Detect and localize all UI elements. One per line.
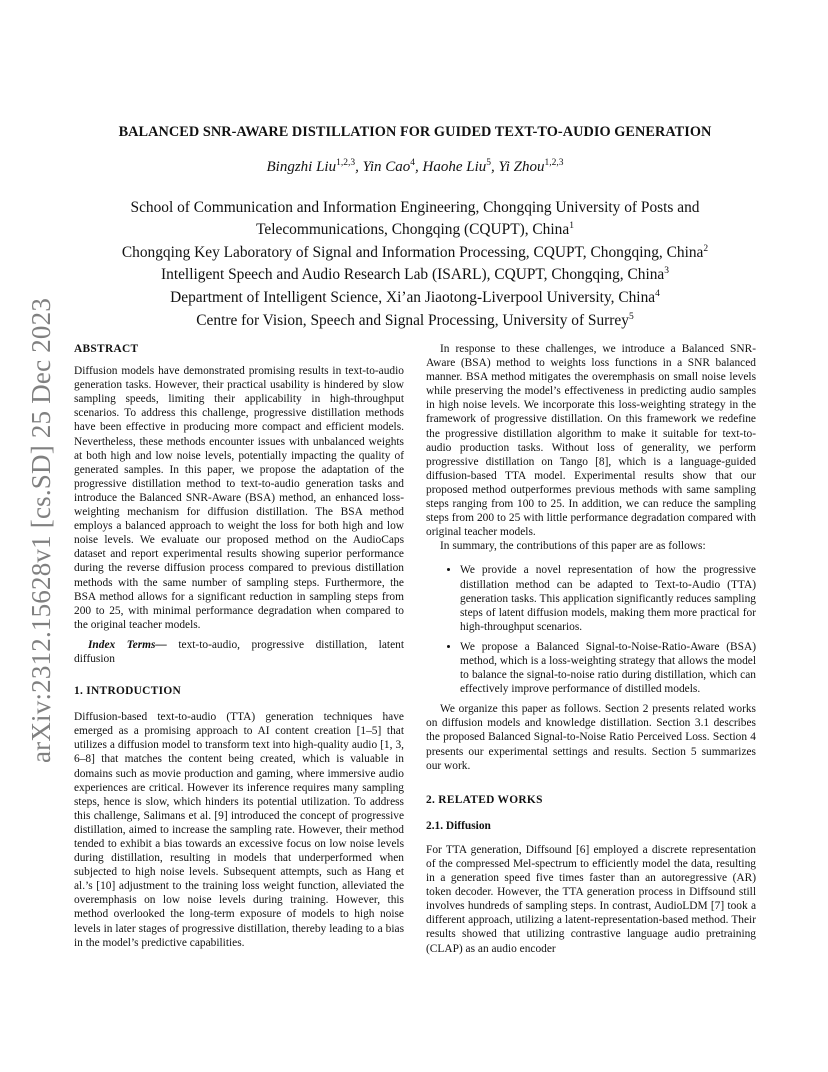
author-separator: , — [415, 159, 423, 175]
author-name: Yi Zhou — [498, 159, 545, 175]
left-column — [74, 342, 404, 950]
index-terms — [74, 638, 404, 666]
author-name: Haohe Liu — [422, 159, 487, 175]
introduction-heading: 1. INTRODUCTION — [74, 685, 182, 698]
author-separator: , — [355, 159, 363, 175]
intro-paragraph-2: In response to these challenges, we introduce a Balanced SNR-Aware (BSA) method to weights loss functions in a SNR balanced manner. BSA method mitigates the overemphasis on small noise levels while preserving the model’s effectiveness in predicting audio samples in high noise levels. We incorporate this loss-weighting strategy in the framework of progressive distillation. On this framework we redefine the progressive distillation algorithm to make it suitable for text-to-audio production tasks. Without loss of generality, we perform progressive distillation on Tango [8], which is a language-guided diffusion-based TTA model. Experimental results show that our proposed method outperformes previous methods with same sampling steps ranging from 100 to 25. In addition, we can reduce the sampling steps from 200 to 25 with little performance degradation compared with original teacher models. — [426, 343, 756, 539]
affiliation-line — [70, 217, 760, 240]
author-affil-mark: 5 — [486, 158, 491, 168]
author-name: Yin Cao — [362, 159, 411, 175]
paper-title: BALANCED SNR-AWARE DISTILLATION FOR GUIDED TEXT-TO-AUDIO GENERATION — [118, 124, 712, 140]
affiliation-line — [70, 240, 760, 263]
contribution-item: • We provide a novel representation of how the progressive distillation method can be adapted to Text-to-Audio (TTA) generation tasks. This application significantly reduces sampling steps of latent diffusion models, making them more practical for high-throughput scenarios. — [460, 563, 756, 633]
abstract-heading: ABSTRACT — [74, 343, 139, 355]
affiliation-block — [70, 198, 760, 330]
affiliation-line — [70, 308, 760, 331]
affiliation-mark: 3 — [664, 266, 669, 277]
affiliation-mark: 4 — [655, 289, 660, 299]
arxiv-watermark — [22, 290, 62, 770]
affiliation-text: Centre for Vision, Speech and Signal Processing, University of Surrey — [196, 311, 629, 329]
author-affil-mark: 4 — [410, 158, 415, 168]
author-affil-mark: 1,2,3 — [336, 158, 356, 168]
affiliation-text: Intelligent Speech and Audio Research Lab (ISARL), CQUPT, Chongqing, China — [161, 266, 665, 284]
arxiv-id: arXiv:2312.15628v1 [cs.SD] 25 Dec 2023 — [26, 297, 57, 763]
related-paragraph-1: For TTA generation, Diffsound [6] employed a discrete representation of the compressed Mel-spectrum to efficiently model the data, resulting in a generation speed five times faster than an autoregressive (AR) token decoder. However, the TTA generation process in Diffsound still involves hundreds of sampling steps. In contrast, AudioLDM [7] took a different approach, utilizing a latent-representation-based method. Their results showed that utilizing contrastive language audio pretraining (CLAP) as an audio encoder — [426, 843, 756, 955]
intro-paragraph-1: Diffusion-based text-to-audio (TTA) generation techniques have emerged as a promising approach to AI content creation [1–5] that utilizes a diffusion model to transform text into high-quality audio [1, 3, 6–8] that matches the content being created, which is valuable in domains such as movie production and gaming, where immersive audio experiences are critical. However its inference requires many sampling steps, hence is slow, which hinders its potential utilization. To address this challenge, Salimans et al. [9] introduced the concept of progressive distillation, aimed to increase the sampling rate. However, their method tended to exhibit a bias towards an excessive focus on low noise levels during distillation, resulting in models that underperformed when subjected to high noise levels. Subsequent attempts, such as Hang et al.’s [10] adjustment to the training loss weight function, alleviated the overemphasis on low noise levels during training. However, this method overlooked the long-term exposure of models to high noise levels in later stages of progressive distillation, thereby leading to a bias in the model’s predictive capabilities. — [74, 711, 404, 949]
index-terms-text: text-to-audio, progressive distillation, latent diffusion — [74, 638, 404, 665]
contribution-list — [426, 563, 756, 696]
affiliation-mark: 1 — [569, 221, 574, 232]
affiliation-text: Telecommunications, Chongqing (CQUPT), China — [256, 221, 570, 239]
author-separator: , — [491, 159, 499, 175]
contribution-item: • We propose a Balanced Signal-to-Noise-Ratio-Aware (BSA) method, which is a loss-weighting strategy that allows the model to balance the signal-to-noise ratio during distillation, which can effectively improve performance of distilled models. — [460, 640, 756, 696]
affiliation-line — [70, 198, 760, 217]
diffusion-subheading: 2.1. Diffusion — [426, 819, 491, 832]
affiliation-line — [70, 262, 760, 285]
related-works-heading: 2. RELATED WORKS — [426, 793, 543, 806]
abstract-body: Diffusion models have demonstrated promising results in text-to-audio generation tasks. However, their practical usability is hindered by slow sampling speeds, limiting their applicability in high-throughput scenarios. To address this challenge, progressive distillation methods have been effective in producing more compact and efficient models. Nevertheless, these methods encounter issues with unbalanced weights at both high and low noise levels, potentially impacting the quality of generated samples. In this paper, we propose the adaptation of the progressive distillation method to text-to-audio generation tasks and introduce the Balanced SNR-Aware (BSA) method, an enhanced loss-weighting mechanism for diffusion distillation. The BSA method employs a balanced approach to weight the loss for both high and low noise levels. We evaluate our proposed method on the AudioCaps dataset and report experimental results showing superior performance during the reverse diffusion process compared to previous distillation methods with the same number of sampling steps. Furthermore, the BSA method allows for a significant reduction in sampling steps from 200 to 25, with minimal performance degradation when compared to the original teacher models. — [74, 365, 404, 631]
affiliation-text: Department of Intelligent Science, Xi’an Jiaotong-Liverpool University, China — [170, 289, 656, 307]
affiliation-mark: 5 — [628, 311, 634, 322]
affiliation-mark: 2 — [703, 243, 709, 254]
intro-paragraph-4: We organize this paper as follows. Section 2 presents related works on diffusion models and knowledge distillation. Section 3.1 describes the proposed Balanced Signal-to-Noise Ratio Perceived Loss. Section 4 presents our experimental settings and results. Section 5 summarizes our work. — [426, 703, 756, 772]
affiliation-text: School of Communication and Information Engineering, Chongqing University of Posts and — [130, 199, 700, 216]
author-name: Bingzhi Liu — [266, 159, 337, 175]
affiliation-line — [70, 285, 760, 308]
author-affil-mark: 1,2,3 — [544, 158, 564, 168]
author-list — [60, 158, 770, 176]
index-terms-label: Index Terms— — [88, 638, 167, 651]
affiliation-text: Chongqing Key Laboratory of Signal and Information Processing, CQUPT, Chongqing, China — [121, 244, 704, 262]
intro-paragraph-3: In summary, the contributions of this paper are as follows: — [440, 540, 706, 553]
right-column — [426, 342, 756, 956]
